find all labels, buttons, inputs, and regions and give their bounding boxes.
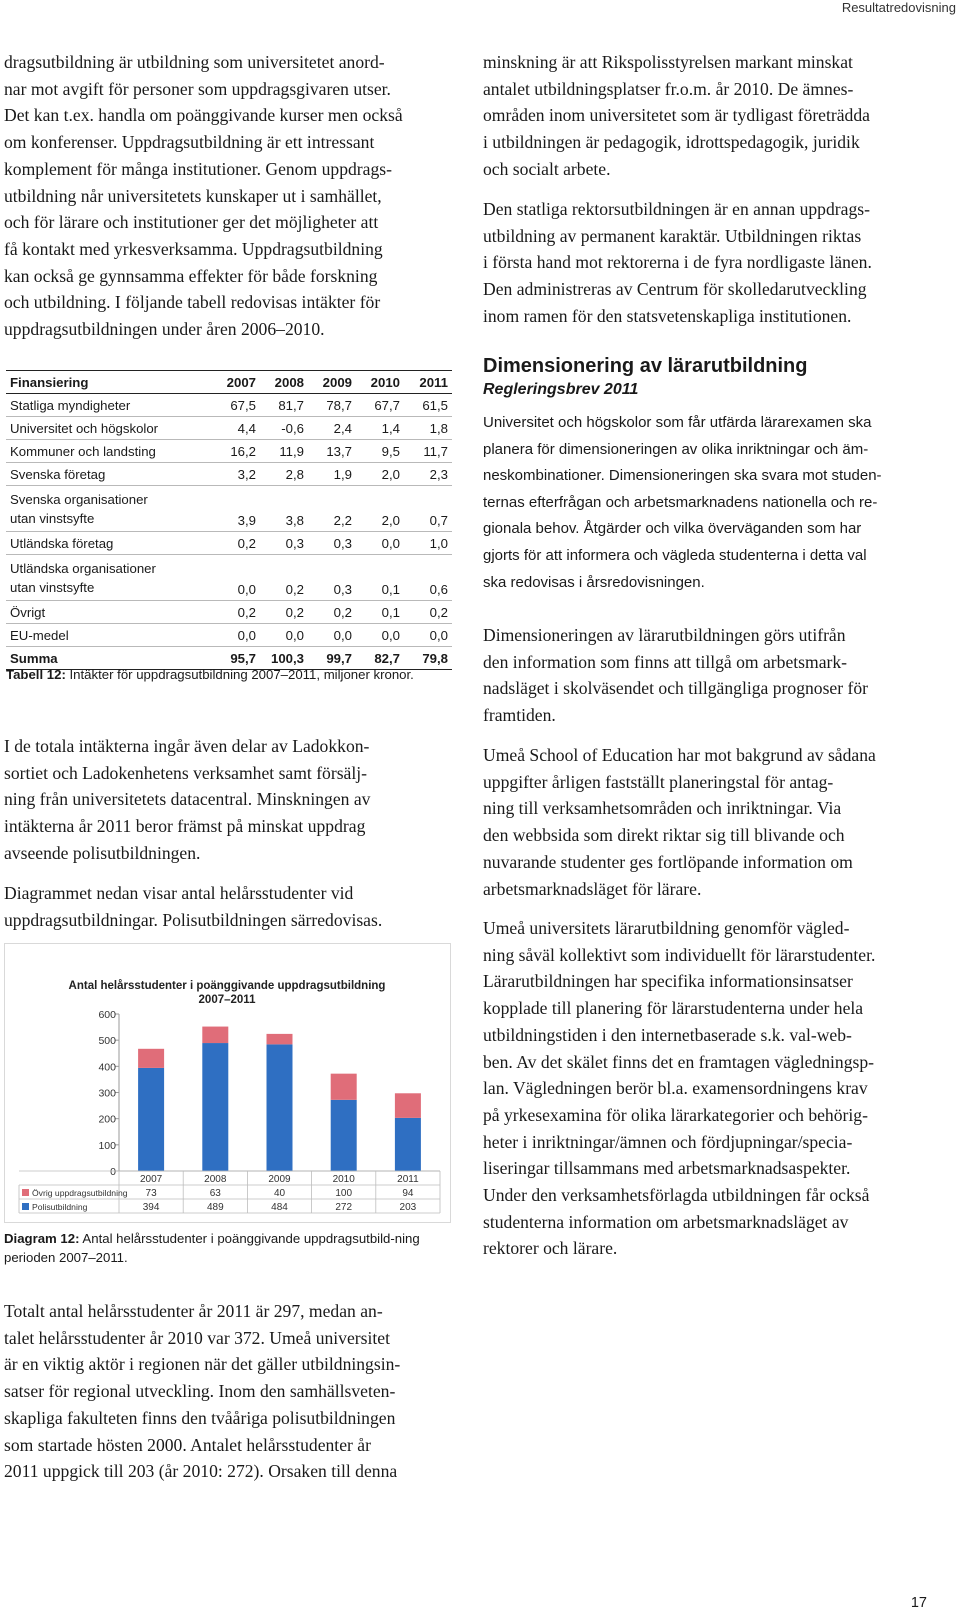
right-paragraph-1 — [483, 49, 929, 183]
row-label — [6, 624, 212, 647]
left-paragraph-1 — [4, 49, 452, 343]
text-line: Umeå School of Education har mot bakgrund av sådana — [483, 745, 876, 765]
text-line: ning såväl kollektivt som individuellt för lärarstudenter. — [483, 944, 876, 965]
row-label — [6, 601, 212, 624]
table-cell: 1,8 — [404, 417, 452, 440]
table-header-row — [6, 371, 452, 394]
table-cell: 0,2 — [260, 601, 308, 624]
table-cell: 0,0 — [260, 624, 308, 647]
data-table-value: 94 — [402, 1188, 414, 1199]
page-number: 17 — [910, 1595, 927, 1611]
table-cell: 16,2 — [212, 440, 260, 463]
table-cell: 9,5 — [356, 440, 404, 463]
text-line: liseringar tillsammans med arbetsmarknadsaspekter. — [483, 1158, 851, 1179]
text-line: om konferenser. Uppdragsutbildning är ett intressant — [4, 132, 375, 153]
bar-polisutbildning — [138, 1068, 164, 1171]
y-tick-label: 300 — [98, 1087, 116, 1100]
text-line: neskombinationer. Dimensioneringen ska svara mot studen- — [483, 467, 882, 485]
row-label — [6, 555, 212, 601]
table-cell: 67,5 — [212, 394, 260, 417]
table-cell: 79,8 — [404, 647, 452, 670]
table-cell: 0,1 — [356, 555, 404, 601]
text-line: 2011 uppgick till 203 (år 2010: 272). Orsaken till denna — [4, 1461, 398, 1482]
text-line: lan. Vägledningen berör bl.a. examensordningens krav — [483, 1078, 868, 1099]
right-paragraph-2 — [483, 196, 929, 330]
row-label — [6, 463, 212, 486]
text-line: områden inom universitetet som är tydligast företrädda — [483, 105, 870, 126]
table-header-year: 2009 — [308, 371, 356, 394]
table-header-year: 2011 — [404, 371, 452, 394]
diagram-caption-label: Diagram 12: — [4, 1231, 80, 1246]
section-subheading: Regleringsbrev 2011 — [483, 381, 639, 398]
bar-polisutbildning — [331, 1100, 357, 1171]
text-line: satser för regional utveckling. Inom den samhällsveten- — [4, 1381, 396, 1402]
text-line: sortiet och Ladokenhetens verksamhet samt försälj- — [4, 762, 367, 783]
row-label — [6, 532, 212, 555]
x-category-label: 2008 — [204, 1174, 227, 1185]
table-cell: 0,0 — [356, 532, 404, 555]
text-line: som startade hösten 2000. Antalet helårsstudenter år — [4, 1434, 371, 1455]
text-line: i första hand mot rektorerna i de fyra nordligaste länen. — [483, 252, 872, 273]
data-table-value: 484 — [271, 1202, 288, 1213]
table-row — [6, 417, 452, 440]
section-header: Resultatredovisning — [841, 0, 956, 15]
text-line: Lärarutbildningen har specifika informationsinsatser — [483, 971, 853, 992]
right-paragraph-3 — [483, 622, 929, 729]
row-label-text: Svenska företag — [10, 466, 106, 482]
table-cell: 99,7 — [308, 647, 356, 670]
table-cell: 3,8 — [260, 486, 308, 532]
right-paragraph-5 — [483, 915, 929, 1262]
regulation-lead — [483, 410, 929, 596]
table-cell: 0,0 — [404, 624, 452, 647]
bar-ovrig — [138, 1049, 164, 1068]
bar-polisutbildning — [395, 1118, 421, 1171]
table-cell: 0,2 — [212, 601, 260, 624]
text-line: Totalt antal helårsstudenter år 2011 är 297, medan an- — [4, 1301, 383, 1321]
table-cell: 0,2 — [260, 555, 308, 601]
table-cell: 2,3 — [404, 463, 452, 486]
text-line: den information som finns att tillgå om arbetsmark- — [483, 651, 848, 672]
text-line: Diagrammet nedan visar antal helårsstudenter vid — [4, 883, 354, 903]
text-line: antalet utbildningsplatser fr.o.m. år 2010. De ämnes- — [483, 78, 854, 99]
diagram-caption — [4, 1229, 452, 1267]
table-cell: 0,3 — [308, 532, 356, 555]
chart-title: 2007–2011 — [198, 994, 256, 1006]
text-line: ternas efterfrågan och arbetsmarknadens nationella och re- — [483, 493, 878, 511]
table-cell: 0,7 — [404, 486, 452, 532]
text-line: arbetsmarknadsläget för lärare. — [483, 878, 702, 899]
text-line: Den statliga rektorsutbildningen är en annan uppdrags- — [483, 199, 870, 219]
y-tick-label: 100 — [98, 1139, 116, 1152]
table-cell: 11,9 — [260, 440, 308, 463]
legend-swatch — [22, 1189, 29, 1196]
table-row — [6, 486, 452, 532]
data-table-value: 73 — [145, 1188, 157, 1199]
text-line: uppgifter årligen fastställt planeringstal för antag- — [483, 771, 834, 792]
text-line: kopplade till planering för lärarstudenterna under hela — [483, 998, 864, 1019]
table-cell: 82,7 — [356, 647, 404, 670]
text-line: gjorts för att informera och vägleda studenterna i detta val — [483, 546, 867, 564]
row-label-text: utan vinstsyfte — [10, 580, 95, 595]
table-row — [6, 555, 452, 601]
row-label — [6, 486, 212, 532]
row-label-text: Övrigt — [10, 604, 46, 620]
text-line: och utbildning. I följande tabell redovisas intäkter för — [4, 292, 381, 313]
data-table-value: 272 — [335, 1202, 353, 1213]
text-line: utbildning av permanent karaktär. Utbildningen riktas — [483, 225, 862, 246]
text-line: planera för dimensioneringen av olika inriktningar och äm- — [483, 440, 869, 458]
text-line: i utbildningen är pedagogik, idrottspedagogik, juridik — [483, 132, 860, 153]
table-cell: 0,6 — [404, 555, 452, 601]
y-tick-label: 0 — [110, 1166, 116, 1178]
text-line: Det kan t.ex. handla om poänggivande kurser men också — [4, 105, 403, 126]
bar-ovrig — [331, 1074, 357, 1100]
table-cell: 3,9 — [212, 486, 260, 532]
right-paragraph-4 — [483, 742, 929, 902]
legend-label: Polisutbildning — [32, 1202, 88, 1212]
text-line: rektorer och lärare. — [483, 1238, 618, 1259]
table-cell: -0,6 — [260, 417, 308, 440]
row-label — [6, 394, 212, 417]
text-line: ning till verksamhetsområden och inriktningar. Via — [483, 798, 842, 819]
text-line: ska redovisas i årsredovisningen. — [483, 573, 705, 591]
table-cell: 0,0 — [308, 624, 356, 647]
text-line: den webbsida som direkt riktar sig till blivande och — [483, 825, 845, 846]
bar-ovrig — [267, 1034, 293, 1044]
table-cell: 0,2 — [212, 532, 260, 555]
text-line: heter i inriktningar/ämnen och fördjupningar/specia- — [483, 1131, 853, 1152]
left-paragraph-3 — [4, 880, 452, 933]
text-line: gionala behov. Åtgärder och vilka överväganden som har — [483, 520, 862, 538]
text-line: Dimensioneringen av lärarutbildningen görs utifrån — [483, 625, 846, 645]
y-tick-label: 400 — [98, 1061, 116, 1074]
data-table-value: 394 — [142, 1202, 160, 1213]
table-row — [6, 624, 452, 647]
text-line: nadsläget i skolväsendet och tillgängliga prognoser för — [483, 678, 869, 699]
text-line: Universitet och högskolor som får utfärda lärarexamen ska — [483, 414, 872, 431]
table-cell: 1,4 — [356, 417, 404, 440]
data-table-value: 100 — [335, 1188, 353, 1199]
table-row — [6, 440, 452, 463]
left-paragraph-4 — [4, 1298, 452, 1485]
x-category-label: 2007 — [139, 1174, 163, 1185]
left-paragraph-2 — [4, 733, 452, 867]
bar-polisutbildning — [202, 1043, 228, 1171]
row-label-text: utan vinstsyfte — [10, 511, 95, 526]
table-cell: 3,2 — [212, 463, 260, 486]
text-line: utbildning når universitetets kunskaper ut i samhället, — [4, 185, 382, 206]
table-cell: 2,0 — [356, 486, 404, 532]
row-label-text: Utländska organisationer — [10, 561, 156, 576]
table-header-year: 2010 — [356, 371, 404, 394]
table-cell: 0,3 — [260, 532, 308, 555]
bar-ovrig — [202, 1027, 228, 1043]
table-cell: 0,0 — [212, 624, 260, 647]
table-cell: 81,7 — [260, 394, 308, 417]
text-line: I de totala intäkterna ingår även delar av Ladokkon- — [4, 736, 370, 756]
table-cell: 67,7 — [356, 394, 404, 417]
text-line: kan också ge gynnsamma effekter för både forskning — [4, 265, 378, 286]
table-cell: 2,4 — [308, 417, 356, 440]
x-category-label: 2009 — [268, 1174, 291, 1185]
text-line: komplement för många institutioner. Genom uppdrags- — [4, 158, 392, 179]
row-label-text: Utländska företag — [10, 535, 114, 551]
section-heading: Dimensionering av lärarutbildning — [483, 355, 808, 377]
table-row — [6, 532, 452, 555]
legend-swatch — [22, 1203, 29, 1210]
x-category-label: 2011 — [397, 1174, 419, 1185]
legend-label: Övrig uppdragsutbildning — [32, 1188, 128, 1198]
y-tick-label: 600 — [98, 1009, 116, 1021]
text-line: uppdragsutbildningen under åren 2006–2010. — [4, 319, 325, 340]
table-cell: 1,9 — [308, 463, 356, 486]
students-chart — [4, 943, 451, 1223]
chart-svg — [5, 944, 450, 1222]
text-line: inom ramen för den statsvetenskapliga institutionen. — [483, 305, 852, 326]
table-cell: 95,7 — [212, 647, 260, 670]
row-label — [6, 417, 212, 440]
bar-ovrig — [395, 1093, 421, 1118]
text-line: Den administreras av Centrum för skolledarutveckling — [483, 279, 867, 300]
table-caption-text: Intäkter för uppdragsutbildning 2007–2011, miljoner kronor. — [65, 667, 414, 682]
chart-title: Antal helårsstudenter i poänggivande uppdragsutbildning — [68, 980, 386, 992]
table-cell: 0,2 — [308, 601, 356, 624]
text-line: nar mot avgift för personer som uppdragsgivaren utser. — [4, 78, 391, 99]
row-label-text: Universitet och högskolor — [10, 420, 159, 436]
table-cell: 78,7 — [308, 394, 356, 417]
table-cell: 4,4 — [212, 417, 260, 440]
text-line: ben. Av det skälet finns det en framtagen vägledningsp- — [483, 1051, 875, 1072]
text-line: Umeå universitets lärarutbildning genomför vägled- — [483, 918, 850, 938]
text-line: nuvarande studenter ges fortlöpande information om — [483, 851, 853, 872]
text-line: talet helårsstudenter år 2010 var 372. Umeå universitet — [4, 1327, 390, 1348]
data-table-value: 203 — [399, 1202, 417, 1213]
row-label-text: Statliga myndigheter — [10, 397, 131, 413]
text-line: minskning är att Rikspolisstyrelsen markant minskat — [483, 52, 853, 72]
table-caption-label: Tabell 12: — [6, 667, 66, 682]
text-line: dragsutbildning är utbildning som universitetet anord- — [4, 52, 385, 72]
table-cell: 11,7 — [404, 440, 452, 463]
text-line: är en viktig aktör i regionen när det gäller utbildningsin- — [4, 1354, 401, 1375]
y-tick-label: 500 — [98, 1035, 116, 1048]
table-cell: 0,1 — [356, 601, 404, 624]
x-category-label: 2010 — [332, 1174, 355, 1185]
table-cell: 2,2 — [308, 486, 356, 532]
text-line: och för lärare och institutioner ger det möjligheter att — [4, 212, 379, 233]
data-table-value: 40 — [273, 1188, 286, 1199]
table-cell: 1,0 — [404, 532, 452, 555]
text-line: intäkterna år 2011 beror främst på minskat uppdrag — [4, 816, 366, 837]
financing-table — [6, 370, 452, 670]
diagram-caption-text: Antal helårsstudenter i poänggivande uppdragsutbild-ning perioden 2007–2011. — [4, 1231, 420, 1265]
row-label — [6, 440, 212, 463]
table-cell: 0,0 — [356, 624, 404, 647]
row-label-text: EU-medel — [10, 627, 69, 643]
table-cell: 61,5 — [404, 394, 452, 417]
table-caption — [6, 665, 454, 684]
text-line: få kontakt med yrkesverksamma. Uppdragsutbildning — [4, 238, 383, 259]
text-line: skapliga fakulteten finns den tvååriga polisutbildningen — [4, 1407, 396, 1428]
table-header-label: Finansiering — [6, 371, 212, 394]
table-cell: 2,0 — [356, 463, 404, 486]
y-tick-label: 200 — [98, 1113, 116, 1126]
data-table-value: 489 — [206, 1202, 224, 1213]
table-cell: 0,0 — [212, 555, 260, 601]
table-cell: 2,8 — [260, 463, 308, 486]
text-line: avseende polisutbildningen. — [4, 842, 201, 863]
text-line: och socialt arbete. — [483, 158, 611, 179]
row-label-text: Kommuner och landsting — [10, 443, 156, 459]
section-heading-block — [483, 355, 929, 399]
row-label-text: Summa — [10, 650, 58, 666]
table-cell: 0,3 — [308, 555, 356, 601]
text-line: Under den verksamhetsförlagda utbildningen får också — [483, 1185, 870, 1206]
text-line: ning från universitetets datacentral. Minskningen av — [4, 789, 371, 810]
text-line: utbildningstiden i den internetbaserade s.k. val-web- — [483, 1024, 852, 1045]
table-row — [6, 601, 452, 624]
bar-polisutbildning — [267, 1044, 293, 1171]
table-cell: 100,3 — [260, 647, 308, 670]
table-header-year: 2007 — [212, 371, 260, 394]
text-line: studenterna information om arbetsmarknadsläget av — [483, 1211, 849, 1232]
text-line: uppdragsutbildningar. Polisutbildningen särredovisas. — [4, 909, 383, 930]
table-cell: 0,2 — [404, 601, 452, 624]
table-row — [6, 394, 452, 417]
table-row — [6, 463, 452, 486]
data-table-value: 63 — [209, 1188, 221, 1199]
text-line: på yrkesexamina för olika lärarkategorier och behörig- — [483, 1104, 868, 1125]
table-header-year: 2008 — [260, 371, 308, 394]
text-line: framtiden. — [483, 705, 556, 726]
table-cell: 13,7 — [308, 440, 356, 463]
row-label-text: Svenska organisationer — [10, 492, 148, 507]
